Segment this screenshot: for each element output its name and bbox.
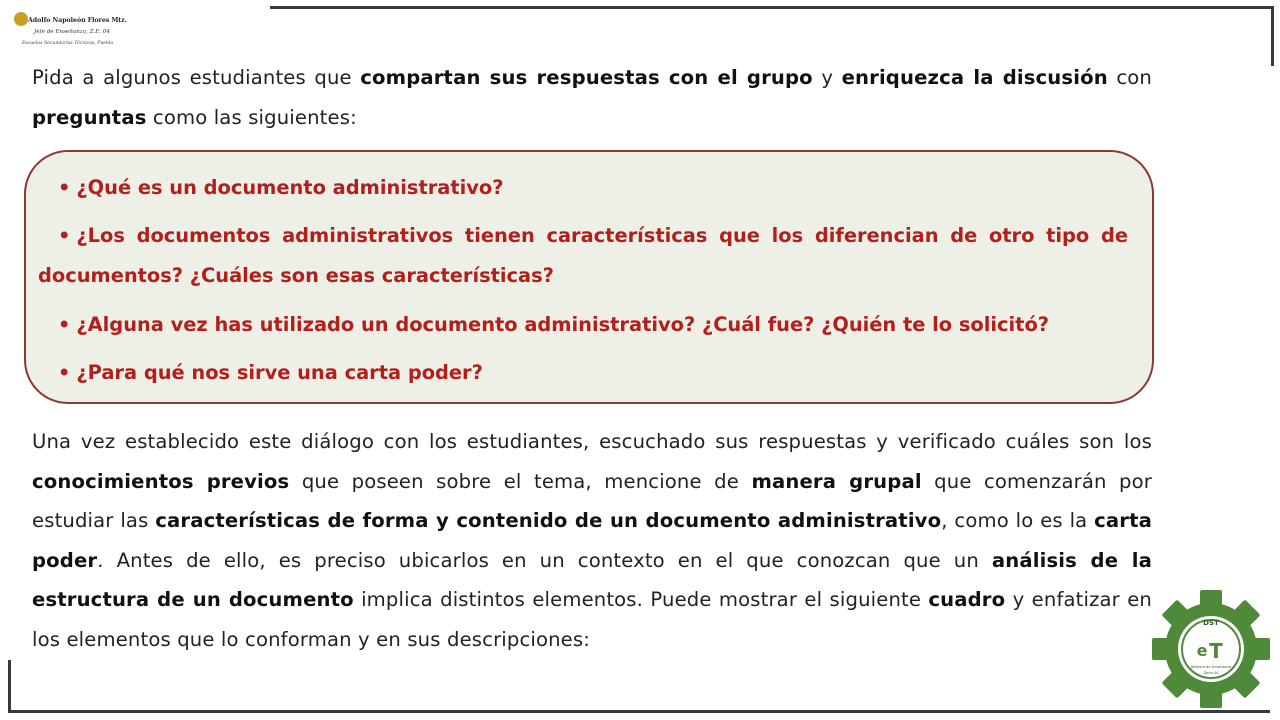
badge-line2: Zona 04 [1203,671,1219,675]
question-item: • ¿Alguna vez has utilizado un documento administrativo? ¿Cuál fue? ¿Quién te lo solicitó? [58,313,1050,336]
logo-line1: Adolfo Napoleón Flores Mtz. [28,17,127,24]
body-paragraph: Una vez establecido este diálogo con los estudiantes, escuchado sus respuestas y verificado cuáles son los conocimientos previos que poseen sobre el tema, mencione de manera grupal que comenzarán por estudiar las características de forma y contenido de un documento administrativo, como lo es la carta poder. Antes de ello, es preciso ubicarlos en un contexto en el que conozcan que un análisis de la estructura de un documento implica distintos elementos. Puede mostrar el siguiente cuadro y enfatizar en los elementos que lo conforman y en sus descripciones: [32,430,1152,651]
frame-bottom-line [8,710,1270,713]
frame-top-line [270,6,1274,9]
logo-line3: Escuelas Secundarias Técnicas, Puebla [22,41,114,46]
bullet: • [58,224,71,247]
question-item: • ¿Los documentos administrativos tienen características que los diferencian de otro tipo de documentos? ¿Cuáles son esas características? [38,224,1128,287]
question-item: • ¿Qué es un documento administrativo? [58,176,504,199]
logo-line2: Jefe de Enseñanza, Z.E. 04 [34,29,110,35]
author-logo [12,8,130,52]
bullet: • [58,176,71,199]
frame-left-line [8,660,11,713]
bullet: • [58,313,71,336]
svg-text:e: e [1196,641,1208,660]
question-item: • ¿Para qué nos sirve una carta poder? [58,361,483,384]
badge-top-text: DST [1203,619,1219,627]
svg-text:T: T [1209,639,1223,663]
frame-right-line [1271,6,1274,66]
jefatura-gear-logo [1150,588,1272,710]
intro-paragraph: Pida a algunos estudiantes que compartan sus respuestas con el grupo y enriquezca la discusión con preguntas como las siguientes: [32,66,1152,129]
bullet: • [58,361,71,384]
badge-line1: Jefatura de Enseñanza [1190,665,1232,669]
